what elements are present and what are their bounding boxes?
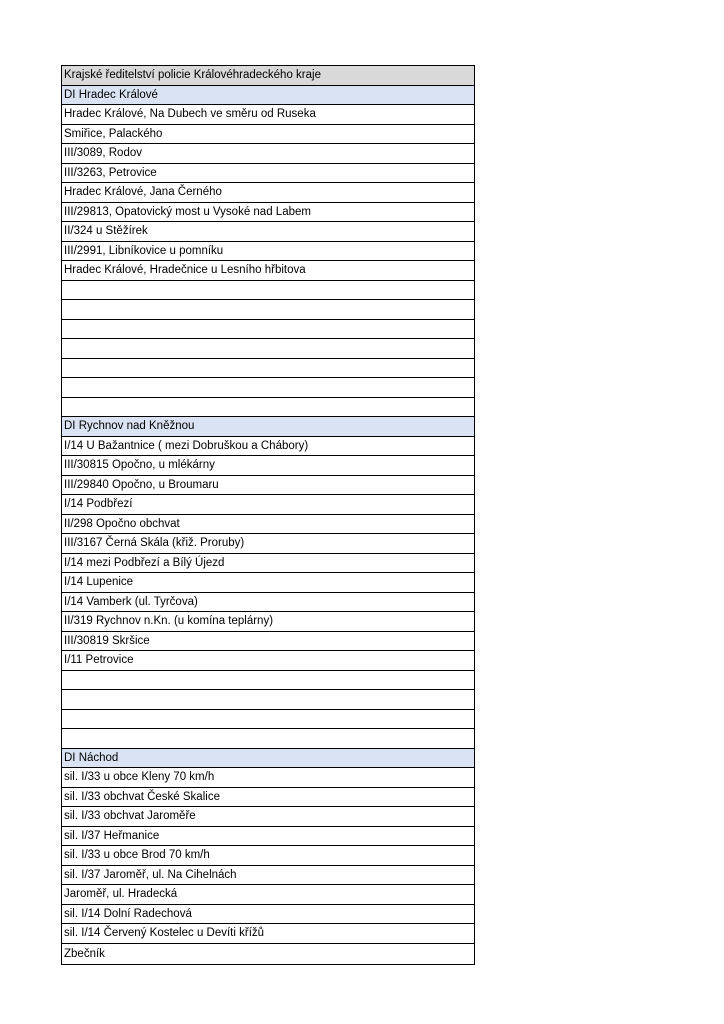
sheet-title: Krajské ředitelství policie Královéhradeckého kraje xyxy=(62,66,474,86)
empty-row xyxy=(62,671,474,691)
table-row: sil. I/37 Jaroměř, ul. Na Cihelnách xyxy=(62,866,474,886)
table-row: Zbečník xyxy=(62,944,474,965)
empty-row xyxy=(62,281,474,301)
table-row: sil. I/37 Heřmanice xyxy=(62,827,474,847)
table-row: sil. I/33 obchvat České Skalice xyxy=(62,788,474,808)
table-row: Smiřice, Palackého xyxy=(62,125,474,145)
table-row: I/14 U Bažantnice ( mezi Dobruškou a Chábory) xyxy=(62,437,474,457)
table-row: I/14 Vamberk (ul. Tyrčova) xyxy=(62,593,474,613)
table-row: Hradec Králové, Na Dubech ve směru od Ruseka xyxy=(62,105,474,125)
table-row: III/29840 Opočno, u Broumaru xyxy=(62,476,474,496)
table-row: sil. I/33 obchvat Jaroměře xyxy=(62,807,474,827)
table-row: sil. I/33 u obce Kleny 70 km/h xyxy=(62,768,474,788)
table-row: II/319 Rychnov n.Kn. (u komína teplárny) xyxy=(62,612,474,632)
table-row: Hradec Králové, Hradečnice u Lesního hřbitova xyxy=(62,261,474,281)
table-row: I/14 mezi Podbřezí a Bílý Újezd xyxy=(62,554,474,574)
table-row: III/3263, Petrovice xyxy=(62,164,474,184)
section-header-hradec-kralove: DI Hradec Králové xyxy=(62,86,474,106)
table-row: sil. I/33 u obce Brod 70 km/h xyxy=(62,846,474,866)
table-row: III/3167 Černá Skála (křiž. Proruby) xyxy=(62,534,474,554)
empty-row xyxy=(62,300,474,320)
empty-row xyxy=(62,378,474,398)
table-row: Jaroměř, ul. Hradecká xyxy=(62,885,474,905)
table-row: II/298 Opočno obchvat xyxy=(62,515,474,535)
empty-row xyxy=(62,398,474,418)
empty-row xyxy=(62,710,474,730)
table-row: III/29813, Opatovický most u Vysoké nad Labem xyxy=(62,203,474,223)
spreadsheet-table xyxy=(61,65,475,965)
table-row: II/324 u Stěžírek xyxy=(62,222,474,242)
table-row: sil. I/14 Dolní Radechová xyxy=(62,905,474,925)
table-row: I/14 Podbřezí xyxy=(62,495,474,515)
table-row: Hradec Králové, Jana Černého xyxy=(62,183,474,203)
table-row: III/3089, Rodov xyxy=(62,144,474,164)
section-header-rychnov: DI Rychnov nad Kněžnou xyxy=(62,417,474,437)
empty-row xyxy=(62,339,474,359)
table-row: III/2991, Libníkovice u pomníku xyxy=(62,242,474,262)
empty-row xyxy=(62,320,474,340)
empty-row xyxy=(62,690,474,710)
section-header-nachod: DI Náchod xyxy=(62,749,474,769)
table-row: III/30819 Skršice xyxy=(62,632,474,652)
table-row: I/14 Lupenice xyxy=(62,573,474,593)
table-row: sil. I/14 Červený Kostelec u Devíti křížů xyxy=(62,924,474,944)
empty-row xyxy=(62,729,474,749)
table-row: I/11 Petrovice xyxy=(62,651,474,671)
empty-row xyxy=(62,359,474,379)
table-row: III/30815 Opočno, u mlékárny xyxy=(62,456,474,476)
